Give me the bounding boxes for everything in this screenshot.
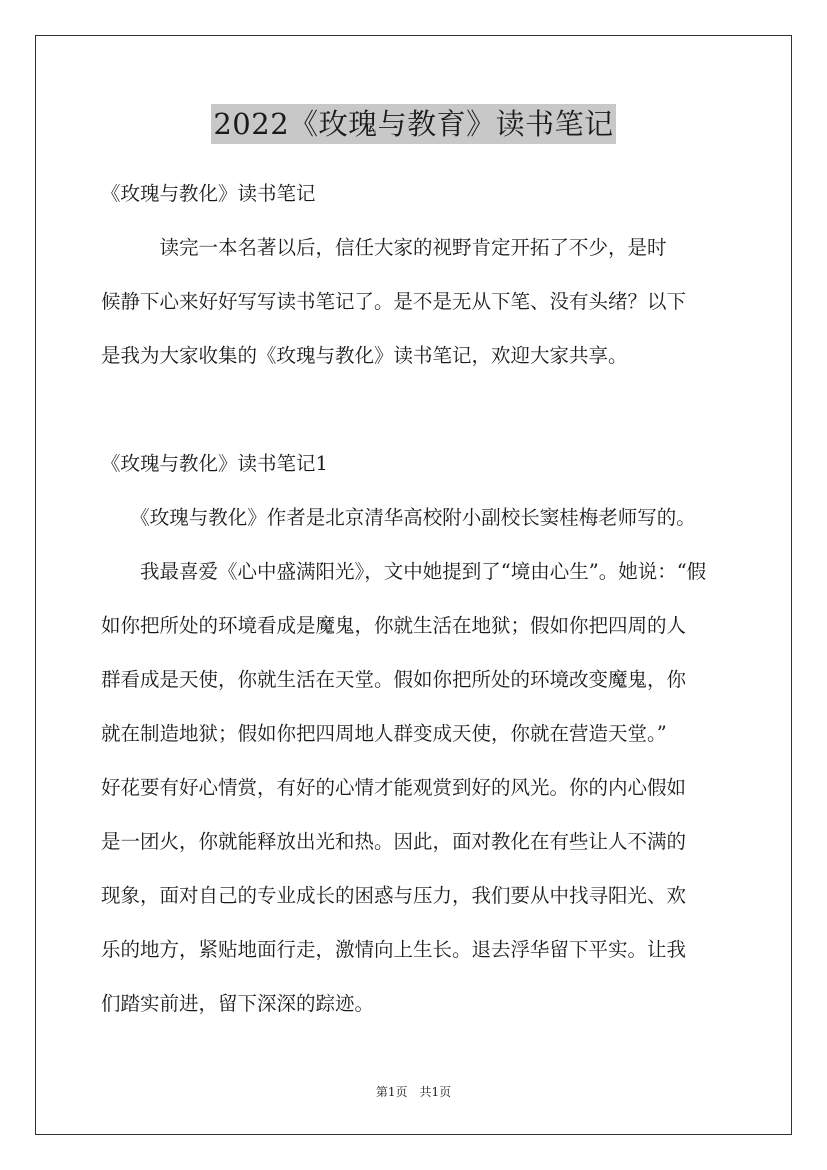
body-line: 如你把所处的环境看成是魔鬼，你就生活在地狱；假如你把四周的人 [101, 614, 687, 637]
body-line: 是一团火，你就能释放出光和热。因此，面对教化在有些让人不满的 [101, 830, 687, 853]
intro-line: 读完一本名著以后，信任大家的视野肯定开拓了不少，是时 [101, 236, 667, 259]
document-title-text: 2022《玫瑰与教育》读书笔记 [211, 104, 615, 144]
body-line: 群看成是天使，你就生活在天堂。假如你把所处的环境改变魔鬼，你 [101, 668, 687, 691]
body-line: 《玫瑰与教化》作者是北京清华高校附小副校长窦桂梅老师写的。 [101, 506, 696, 529]
body-line: 乐的地方，紧贴地面行走，激情向上生长。退去浮华留下平实。让我 [101, 938, 687, 961]
page-number: 第1页 共1页 [375, 1085, 452, 1099]
body-line: 们踏实前进，留下深深的踪迹。 [101, 992, 375, 1015]
intro-line: 候静下心来好好写写读书笔记了。是不是无从下笔、没有头绪？以下 [101, 290, 687, 313]
subtitle: 《玫瑰与教化》读书笔记 [101, 182, 316, 205]
intro-line: 是我为大家收集的《玫瑰与教化》读书笔记，欢迎大家共享。 [101, 344, 628, 367]
body-line: 好花要有好心情赏，有好的心情才能观赏到好的风光。你的内心假如 [101, 776, 687, 799]
body-line: 就在制造地狱；假如你把四周地人群变成天使，你就在营造天堂。” [101, 722, 667, 745]
body-line: 现象，面对自己的专业成长的困惑与压力，我们要从中找寻阳光、欢 [101, 884, 687, 907]
section-heading: 《玫瑰与教化》读书笔记1 [101, 452, 328, 475]
body-line: 我最喜爱《心中盛满阳光》，文中她提到了“境由心生”。她说：“假 [101, 560, 707, 583]
document-title [0, 104, 827, 144]
